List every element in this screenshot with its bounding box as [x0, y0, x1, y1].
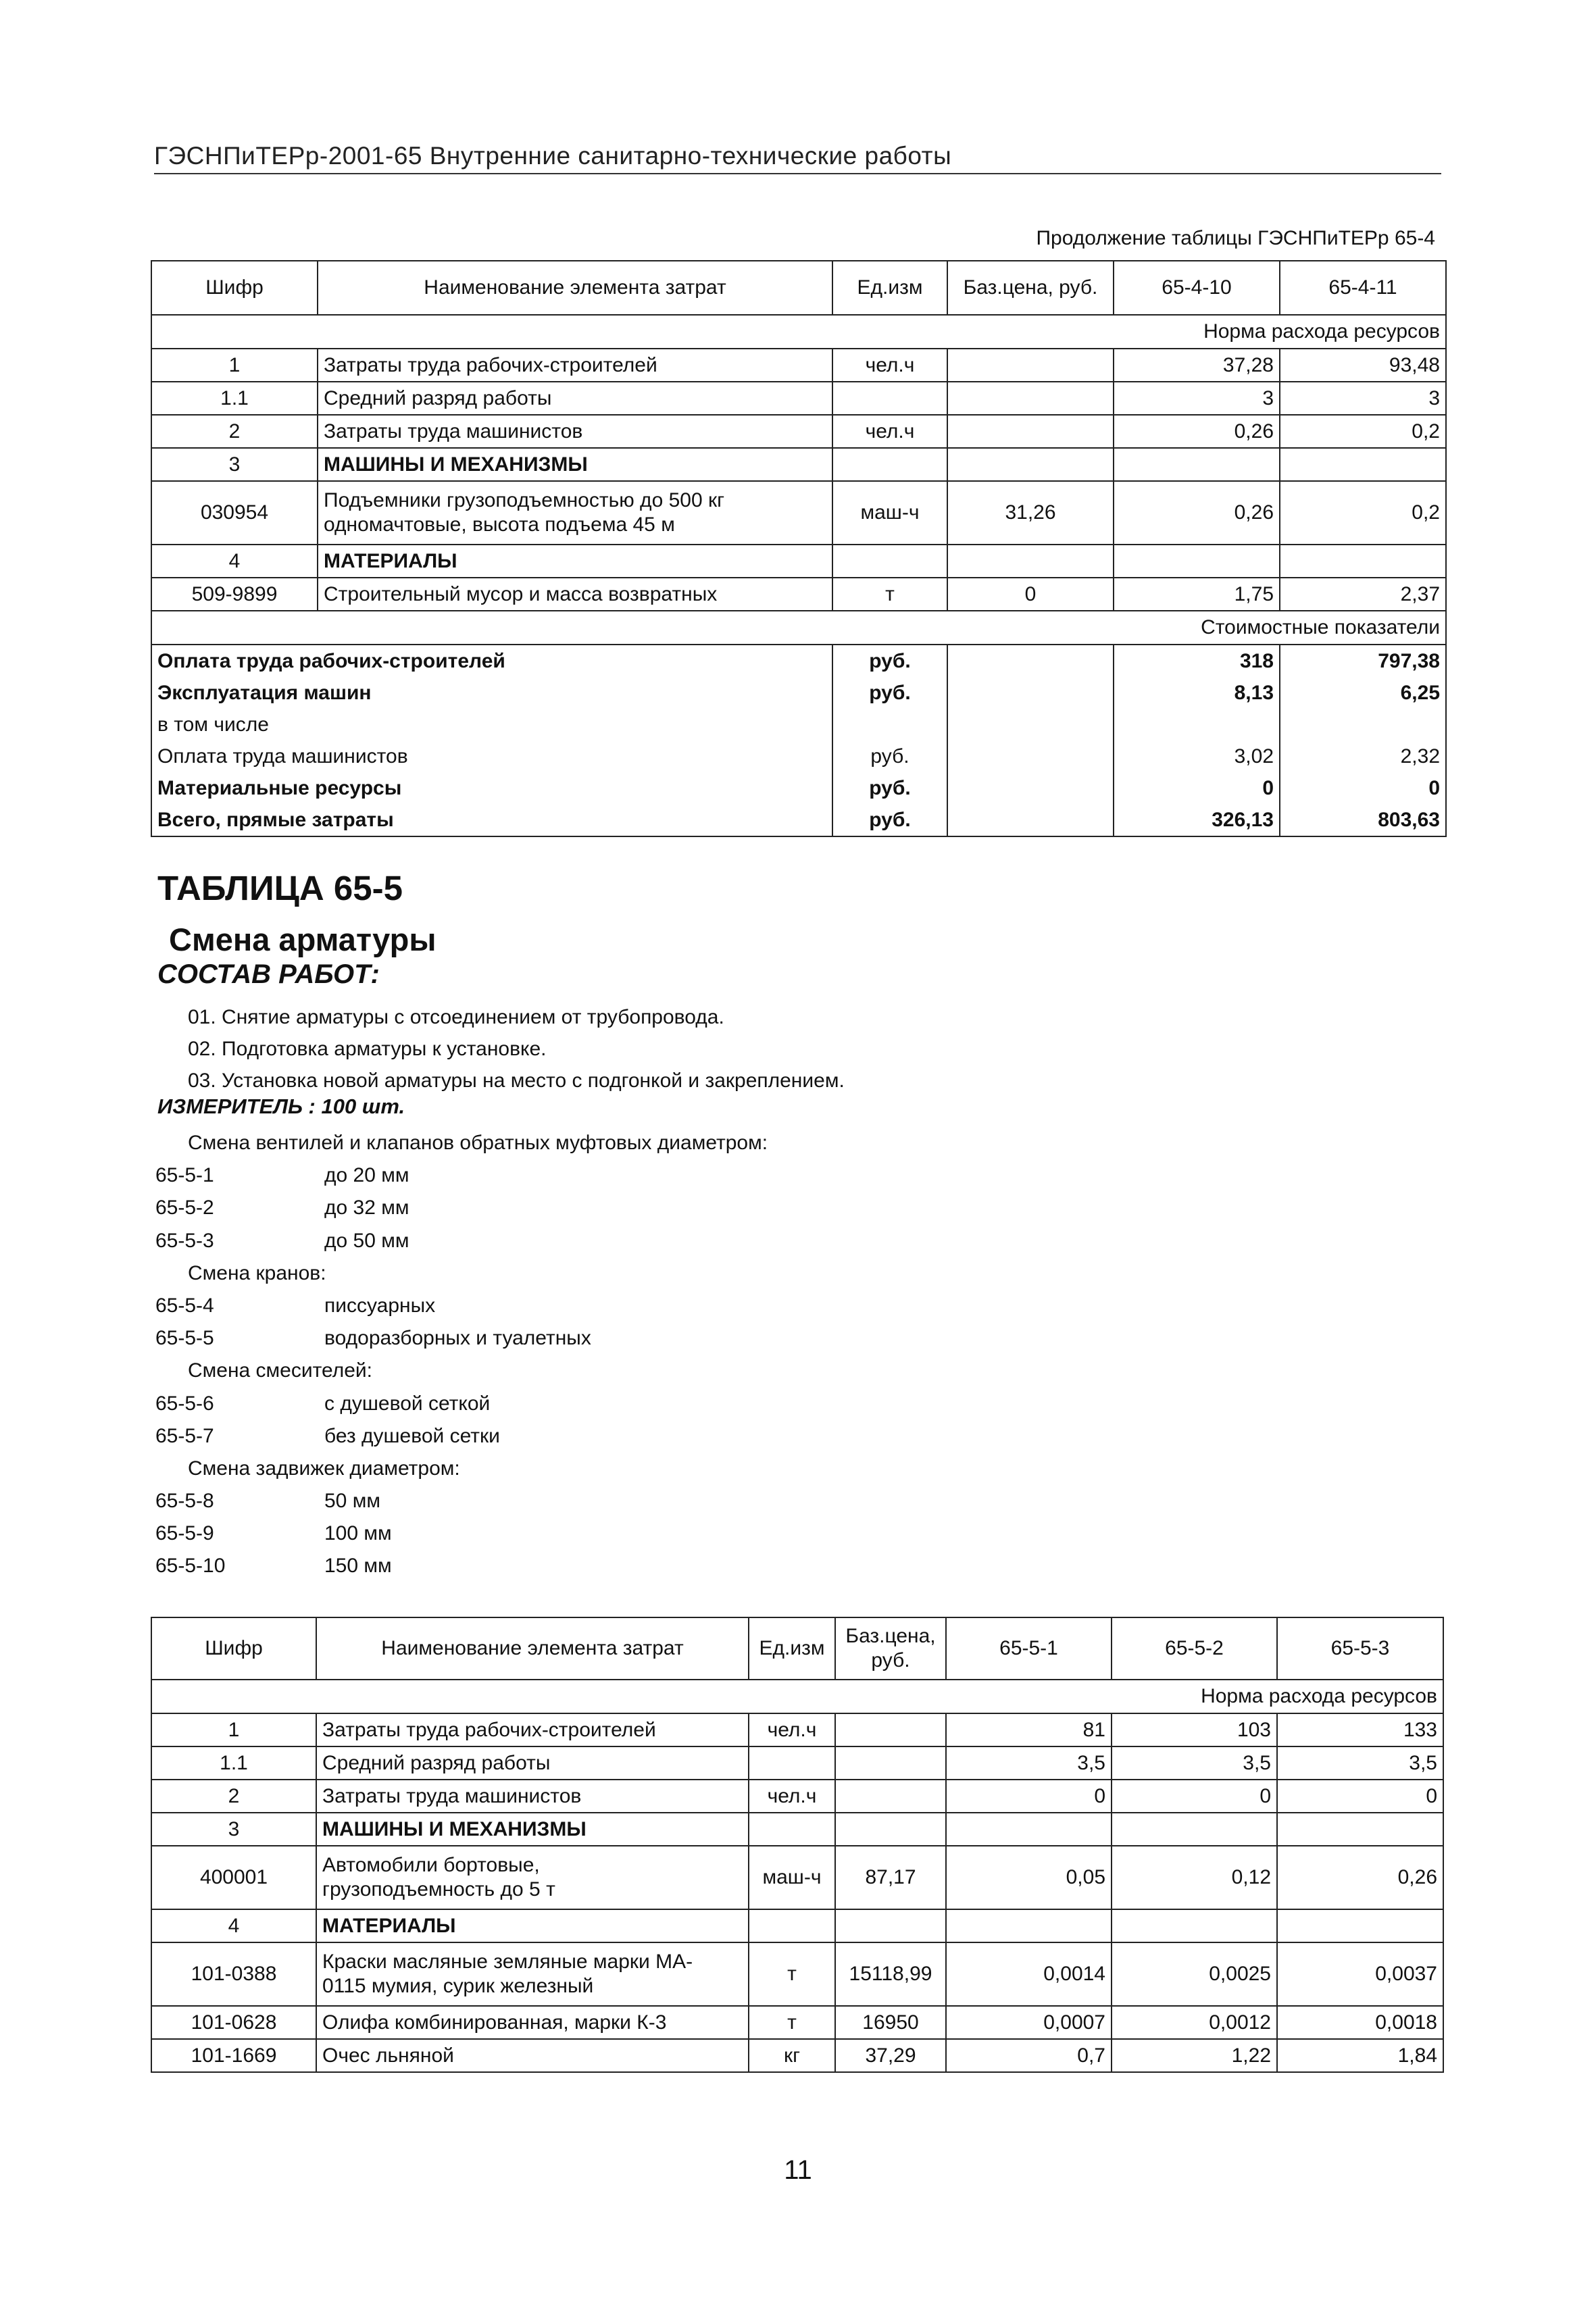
cell-price: 87,17: [835, 1846, 946, 1909]
cost-value: 0: [1114, 772, 1280, 804]
cell-name: [316, 1942, 749, 2006]
table-row: [151, 1909, 1443, 1942]
cell-value: [1277, 1813, 1443, 1846]
cell-value: 103: [1112, 1713, 1277, 1746]
table-row: [151, 415, 1446, 448]
cell-value: 1,84: [1277, 2039, 1443, 2072]
cell-value: 0,0025: [1112, 1942, 1277, 2006]
cell-code: 2: [151, 415, 318, 448]
cell-name: Строительный мусор и масса возвратных: [318, 578, 832, 611]
cost-value: 803,63: [1280, 804, 1446, 836]
cell-value: 81: [946, 1713, 1112, 1746]
col-header-rate-1: 65-4-10: [1114, 261, 1280, 315]
cost-row: [151, 645, 1446, 677]
cell-price: 31,26: [947, 481, 1114, 545]
cell-value: 0,26: [1277, 1846, 1443, 1909]
cell-code: 101-0388: [151, 1942, 316, 2006]
code-item: [155, 1192, 768, 1224]
cell-code: 1.1: [151, 1746, 316, 1780]
sostav-label: СОСТАВ РАБОТ:: [157, 959, 380, 989]
code: 65-5-8: [155, 1490, 214, 1513]
cost-value: 318: [1114, 645, 1280, 677]
cell-value: 0: [1112, 1780, 1277, 1813]
cell-value: 0,7: [946, 2039, 1112, 2072]
group-title: Смена вентилей и клапанов обратных муфтовых диаметром:: [188, 1132, 768, 1154]
resource-table-65-4: [151, 260, 1447, 837]
col-header-price: [835, 1617, 946, 1680]
table-row: [151, 1813, 1443, 1846]
cost-name: Всего, прямые затраты: [151, 804, 832, 836]
table-row: [151, 1780, 1443, 1813]
code-desc: до 50 мм: [324, 1229, 409, 1252]
cost-price-empty: [947, 804, 1114, 836]
cell-value: 3,5: [946, 1746, 1112, 1780]
table-row: [151, 349, 1446, 382]
cell-code: 3: [151, 448, 318, 481]
cell-name: Затраты труда машинистов: [318, 415, 832, 448]
cell-price: [835, 1713, 946, 1746]
code-item: [155, 1388, 768, 1420]
table-continuation-caption: Продолжение таблицы ГЭСНПиТЕРр 65-4: [1036, 227, 1435, 249]
cell-name-line-2: 0115 мумия, сурик железный: [322, 1975, 594, 1997]
code: 65-5-6: [155, 1392, 214, 1415]
cost-header: Стоимостные показатели: [151, 611, 1446, 645]
cell-price: [835, 1780, 946, 1813]
col-header-name: Наименование элемента затрат: [316, 1617, 749, 1680]
cell-unit: т: [832, 578, 947, 611]
code-desc: с душевой сеткой: [324, 1392, 491, 1415]
col-header-code: Шифр: [151, 261, 318, 315]
work-item: 01. Снятие арматуры с отсоединением от трубопровода.: [188, 1006, 724, 1028]
code-desc: без душевой сетки: [324, 1424, 500, 1447]
cost-unit: [832, 709, 947, 740]
page-header: ГЭСНПиТЕРр-2001-65 Внутренние санитарно-технические работы: [154, 142, 1441, 174]
cell-unit: т: [749, 2006, 835, 2039]
table-row: [151, 1746, 1443, 1780]
code-item: [155, 1322, 768, 1355]
page-number: 11: [784, 2155, 812, 2185]
cell-code: 1: [151, 1713, 316, 1746]
cell-price: 15118,99: [835, 1942, 946, 2006]
section-title: ТАБЛИЦА 65-5: [157, 869, 403, 907]
cell-name-line-1: Автомобили бортовые,: [322, 1854, 540, 1876]
cell-name: [318, 481, 832, 545]
cell-value: [946, 1813, 1112, 1846]
cost-name: в том числе: [151, 709, 832, 740]
group-title: Смена смесителей:: [188, 1359, 373, 1382]
cell-value: [1112, 1909, 1277, 1942]
cell-name-line-2: одномачтовые, высота подъема 45 м: [324, 513, 675, 536]
table-header-row: [151, 1617, 1443, 1680]
table-row: [151, 1942, 1443, 2006]
cell-code: 030954: [151, 481, 318, 545]
cell-unit: маш-ч: [832, 481, 947, 545]
cell-value: 0,0007: [946, 2006, 1112, 2039]
cell-unit: чел.ч: [749, 1780, 835, 1813]
cost-unit: руб.: [832, 772, 947, 804]
cell-value: [1280, 545, 1446, 578]
cell-value: 0,26: [1114, 481, 1280, 545]
col-header-rate-1: 65-5-1: [946, 1617, 1112, 1680]
cell-value: 133: [1277, 1713, 1443, 1746]
cell-name: Очес льняной: [316, 2039, 749, 2072]
cell-price: [947, 349, 1114, 382]
code-list: [155, 1127, 768, 1583]
group-title: Смена задвижек диаметром:: [188, 1457, 460, 1480]
cell-price: 37,29: [835, 2039, 946, 2072]
table-row: [151, 1713, 1443, 1746]
cell-code: 2: [151, 1780, 316, 1813]
code-desc: до 32 мм: [324, 1197, 409, 1219]
cell-value: [1277, 1909, 1443, 1942]
table-row: [151, 578, 1446, 611]
cell-value: 3,5: [1277, 1746, 1443, 1780]
cell-name: Средний разряд работы: [318, 382, 832, 415]
cost-row: [151, 677, 1446, 709]
code: 65-5-10: [155, 1555, 226, 1578]
col-header-rate-2: 65-4-11: [1280, 261, 1446, 315]
cell-code: 400001: [151, 1846, 316, 1909]
code: 65-5-1: [155, 1164, 214, 1187]
cost-value: 6,25: [1280, 677, 1446, 709]
table-row: [151, 2006, 1443, 2039]
cell-price: [835, 1813, 946, 1846]
cost-unit: руб.: [832, 645, 947, 677]
cost-unit: руб.: [832, 677, 947, 709]
cell-name: Затраты труда машинистов: [316, 1780, 749, 1813]
cell-value: 1,75: [1114, 578, 1280, 611]
cell-value: 0,05: [946, 1846, 1112, 1909]
cell-value: [1114, 545, 1280, 578]
cell-code: 3: [151, 1813, 316, 1846]
cell-unit: [832, 545, 947, 578]
cost-row: [151, 772, 1446, 804]
code: 65-5-5: [155, 1327, 214, 1350]
cell-name-line-1: Подъемники грузоподъемностью до 500 кг: [324, 489, 725, 511]
cell-value: 0: [1277, 1780, 1443, 1813]
norm-header: Норма расхода ресурсов: [151, 315, 1446, 349]
cost-price-empty: [947, 645, 1114, 677]
col-header-price-line-2: руб.: [871, 1649, 910, 1671]
cell-value: 1,22: [1112, 2039, 1277, 2072]
group-title: Смена кранов:: [188, 1261, 326, 1284]
col-header-unit: Ед.изм: [832, 261, 947, 315]
cell-unit: кг: [749, 2039, 835, 2072]
cell-unit: чел.ч: [749, 1713, 835, 1746]
cost-name: Оплата труда рабочих-строителей: [151, 645, 832, 677]
code-desc: 100 мм: [324, 1522, 392, 1545]
cell-name: Затраты труда рабочих-строителей: [318, 349, 832, 382]
code: 65-5-7: [155, 1424, 214, 1447]
cell-value: 93,48: [1280, 349, 1446, 382]
code-desc: 150 мм: [324, 1555, 392, 1578]
cell-code: 509-9899: [151, 578, 318, 611]
cell-value: 0,26: [1114, 415, 1280, 448]
cell-section-name: МАШИНЫ И МЕХАНИЗМЫ: [318, 448, 832, 481]
cell-code: 4: [151, 545, 318, 578]
cell-price: 16950: [835, 2006, 946, 2039]
cell-unit: маш-ч: [749, 1846, 835, 1909]
cell-unit: [832, 448, 947, 481]
col-header-price-line-1: Баз.цена,: [845, 1625, 936, 1647]
cost-name: Материальные ресурсы: [151, 772, 832, 804]
cell-code: 4: [151, 1909, 316, 1942]
cell-price: [835, 1746, 946, 1780]
cost-price-empty: [947, 709, 1114, 740]
cost-value: [1114, 709, 1280, 740]
cell-value: 0,0014: [946, 1942, 1112, 2006]
work-item: 03. Установка новой арматуры на место с подгонкой и закреплением.: [188, 1070, 845, 1092]
cell-value: 37,28: [1114, 349, 1280, 382]
cost-value: [1280, 709, 1446, 740]
cell-unit: чел.ч: [832, 415, 947, 448]
code: 65-5-2: [155, 1197, 214, 1219]
cell-name: Затраты труда рабочих-строителей: [316, 1713, 749, 1746]
code-item: [155, 1420, 768, 1453]
cost-value: 797,38: [1280, 645, 1446, 677]
code: 65-5-4: [155, 1294, 214, 1317]
cost-unit: руб.: [832, 804, 947, 836]
cost-value: 8,13: [1114, 677, 1280, 709]
cell-name-line-1: Краски масляные земляные марки МА-: [322, 1951, 693, 1973]
cost-value: 2,32: [1280, 740, 1446, 772]
cost-value: 3,02: [1114, 740, 1280, 772]
cell-value: 3: [1280, 382, 1446, 415]
cell-unit: т: [749, 1942, 835, 2006]
cell-unit: [749, 1746, 835, 1780]
cell-section-name: МАТЕРИАЛЫ: [316, 1909, 749, 1942]
cell-price: [947, 448, 1114, 481]
cell-name: Средний разряд работы: [316, 1746, 749, 1780]
cell-code: 101-1669: [151, 2039, 316, 2072]
code-item: [155, 1517, 768, 1550]
cost-row: [151, 709, 1446, 740]
cell-value: 0,0018: [1277, 2006, 1443, 2039]
code-item: [155, 1485, 768, 1517]
col-header-unit: Ед.изм: [749, 1617, 835, 1680]
cell-value: [1112, 1813, 1277, 1846]
cost-price-empty: [947, 677, 1114, 709]
cost-price-empty: [947, 772, 1114, 804]
code: 65-5-3: [155, 1229, 214, 1252]
norm-header-row: [151, 315, 1446, 349]
cell-price: [835, 1909, 946, 1942]
cell-value: 0,2: [1280, 415, 1446, 448]
izmeritel: ИЗМЕРИТЕЛЬ : 100 шт.: [157, 1095, 405, 1118]
table-row: [151, 448, 1446, 481]
resource-table-65-5: [151, 1617, 1444, 2073]
col-header-name: Наименование элемента затрат: [318, 261, 832, 315]
code-desc: водоразборных и туалетных: [324, 1327, 591, 1350]
cell-unit: [749, 1813, 835, 1846]
norm-header: Норма расхода ресурсов: [151, 1680, 1443, 1713]
code-item: [155, 1225, 768, 1257]
cell-code: 1.1: [151, 382, 318, 415]
cell-section-name: МАШИНЫ И МЕХАНИЗМЫ: [316, 1813, 749, 1846]
cell-unit: [749, 1909, 835, 1942]
col-header-rate-3: 65-5-3: [1277, 1617, 1443, 1680]
cell-price: [947, 545, 1114, 578]
cost-unit: руб.: [832, 740, 947, 772]
cell-value: 0,0012: [1112, 2006, 1277, 2039]
code-item: [155, 1290, 768, 1322]
cost-row: [151, 804, 1446, 836]
cost-price-empty: [947, 740, 1114, 772]
cost-value: 326,13: [1114, 804, 1280, 836]
code: 65-5-9: [155, 1522, 214, 1545]
cell-value: 0,0037: [1277, 1942, 1443, 2006]
work-item: 02. Подготовка арматуры к установке.: [188, 1038, 547, 1060]
cell-price: 0: [947, 578, 1114, 611]
cell-name-line-2: грузоподъемность до 5 т: [322, 1878, 555, 1901]
code-desc: до 20 мм: [324, 1164, 409, 1187]
cell-value: [1280, 448, 1446, 481]
cell-unit: [832, 382, 947, 415]
table-row: [151, 1846, 1443, 1909]
works-list: [188, 1001, 845, 1097]
cell-name: Олифа комбинированная, марки К-3: [316, 2006, 749, 2039]
cell-value: 0,12: [1112, 1846, 1277, 1909]
cell-value: 3: [1114, 382, 1280, 415]
cost-name: Оплата труда машинистов: [151, 740, 832, 772]
cell-section-name: МАТЕРИАЛЫ: [318, 545, 832, 578]
table-row: [151, 2039, 1443, 2072]
cell-unit: чел.ч: [832, 349, 947, 382]
table-header-row: [151, 261, 1446, 315]
norm-header-row: [151, 1680, 1443, 1713]
table-row: [151, 382, 1446, 415]
code-desc: 50 мм: [324, 1490, 380, 1513]
cell-code: 1: [151, 349, 318, 382]
cell-value: 2,37: [1280, 578, 1446, 611]
code-desc: писсуарных: [324, 1294, 436, 1317]
col-header-price: Баз.цена, руб.: [947, 261, 1114, 315]
col-header-code: Шифр: [151, 1617, 316, 1680]
cell-price: [947, 382, 1114, 415]
cell-value: 0,2: [1280, 481, 1446, 545]
cost-value: 0: [1280, 772, 1446, 804]
cost-header-row: [151, 611, 1446, 645]
cell-name: [316, 1846, 749, 1909]
cost-row: [151, 740, 1446, 772]
col-header-rate-2: 65-5-2: [1112, 1617, 1277, 1680]
table-row: [151, 481, 1446, 545]
cell-value: 3,5: [1112, 1746, 1277, 1780]
cell-value: [1114, 448, 1280, 481]
cost-name: Эксплуатация машин: [151, 677, 832, 709]
section-subtitle: Смена арматуры: [169, 922, 437, 957]
code-item: [155, 1550, 768, 1582]
cell-value: 0: [946, 1780, 1112, 1813]
cell-price: [947, 415, 1114, 448]
cell-code: 101-0628: [151, 2006, 316, 2039]
cell-value: [946, 1909, 1112, 1942]
table-row: [151, 545, 1446, 578]
code-item: [155, 1159, 768, 1192]
